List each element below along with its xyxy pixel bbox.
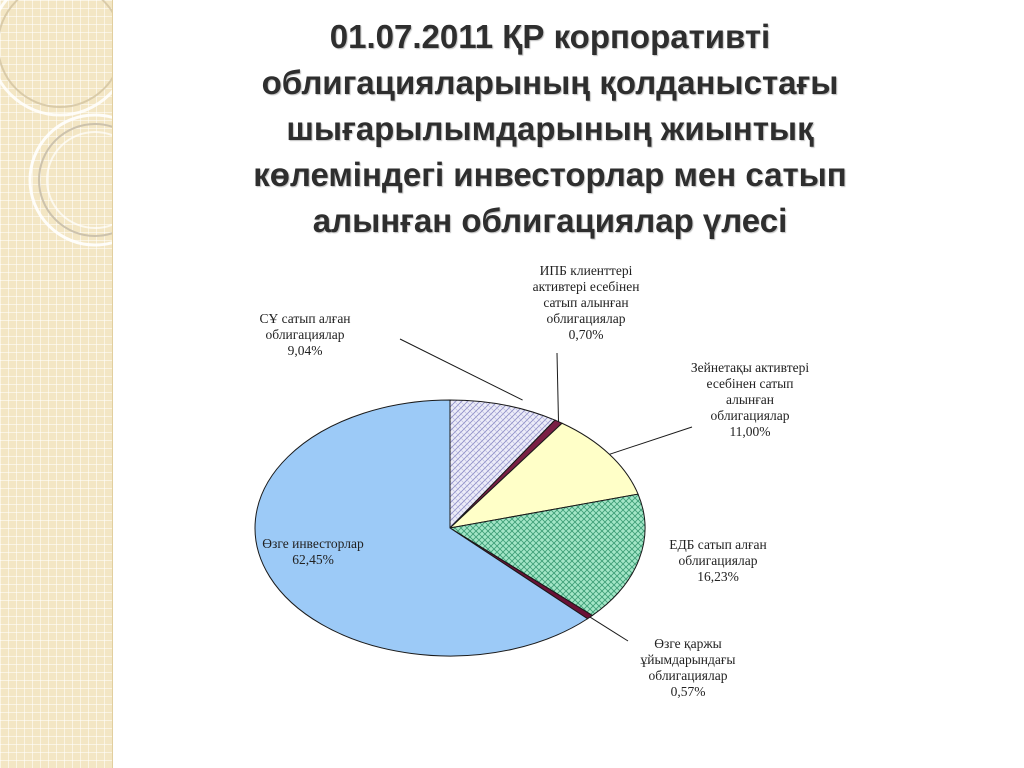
- slice-label-line: ЕДБ сатып алған: [669, 537, 767, 552]
- slice-label-line: СҰ сатып алған: [259, 311, 351, 326]
- slice-label-line: сатып алынған: [543, 295, 629, 310]
- slice-label-line: 16,23%: [697, 569, 739, 584]
- slice-label-line: облигациялар: [265, 327, 345, 342]
- decorative-rings: [0, 0, 112, 768]
- leader-line: [400, 339, 523, 400]
- slice-label-line: 62,45%: [292, 552, 334, 567]
- slice-label-line: есебінен сатып: [706, 376, 794, 391]
- slice-label: [259, 311, 350, 358]
- leader-line: [557, 353, 559, 422]
- pie-slices: [255, 400, 645, 656]
- title-line: алынған облигациялар үлесі: [312, 202, 788, 239]
- title-line: 01.07.2011 ҚР корпоративті: [329, 18, 771, 55]
- slice-label-line: ИПБ клиенттері: [539, 263, 633, 278]
- title-line: көлеміндегі инвесторлар мен сатып: [253, 156, 847, 193]
- slice-label-line: алынған: [726, 392, 774, 407]
- slice-label-line: Өзге қаржы: [654, 636, 722, 651]
- slice-label-line: 0,57%: [670, 684, 706, 699]
- slice-label-line: 9,04%: [287, 343, 323, 358]
- slice-label-line: ұйымдарындағы: [640, 652, 736, 667]
- title-line: шығарылымдарының жиынтық: [286, 110, 814, 147]
- slice-label-line: Өзге инвесторлар: [262, 536, 364, 551]
- title-line: облигацияларының қолданыстағы: [261, 64, 839, 101]
- slice-label-line: Зейнетақы активтері: [690, 360, 810, 375]
- slice-label-line: облигациялар: [648, 668, 728, 683]
- slice-label-line: облигациялар: [546, 311, 626, 326]
- slice-label-line: облигациялар: [710, 408, 790, 423]
- decorative-side-panel: [0, 0, 113, 768]
- slice-label-line: 0,70%: [568, 327, 604, 342]
- pie-chart: [230, 255, 910, 725]
- slice-label: [641, 636, 736, 699]
- leader-line: [610, 427, 693, 454]
- leader-line: [590, 617, 628, 641]
- slide-title: [180, 14, 920, 244]
- slice-label-line: 11,00%: [729, 424, 771, 439]
- slice-label-line: облигациялар: [678, 553, 758, 568]
- slice-label: [533, 263, 640, 342]
- slice-label: [691, 360, 809, 439]
- slice-label: [669, 537, 767, 584]
- slice-label-line: активтері есебінен: [532, 279, 640, 294]
